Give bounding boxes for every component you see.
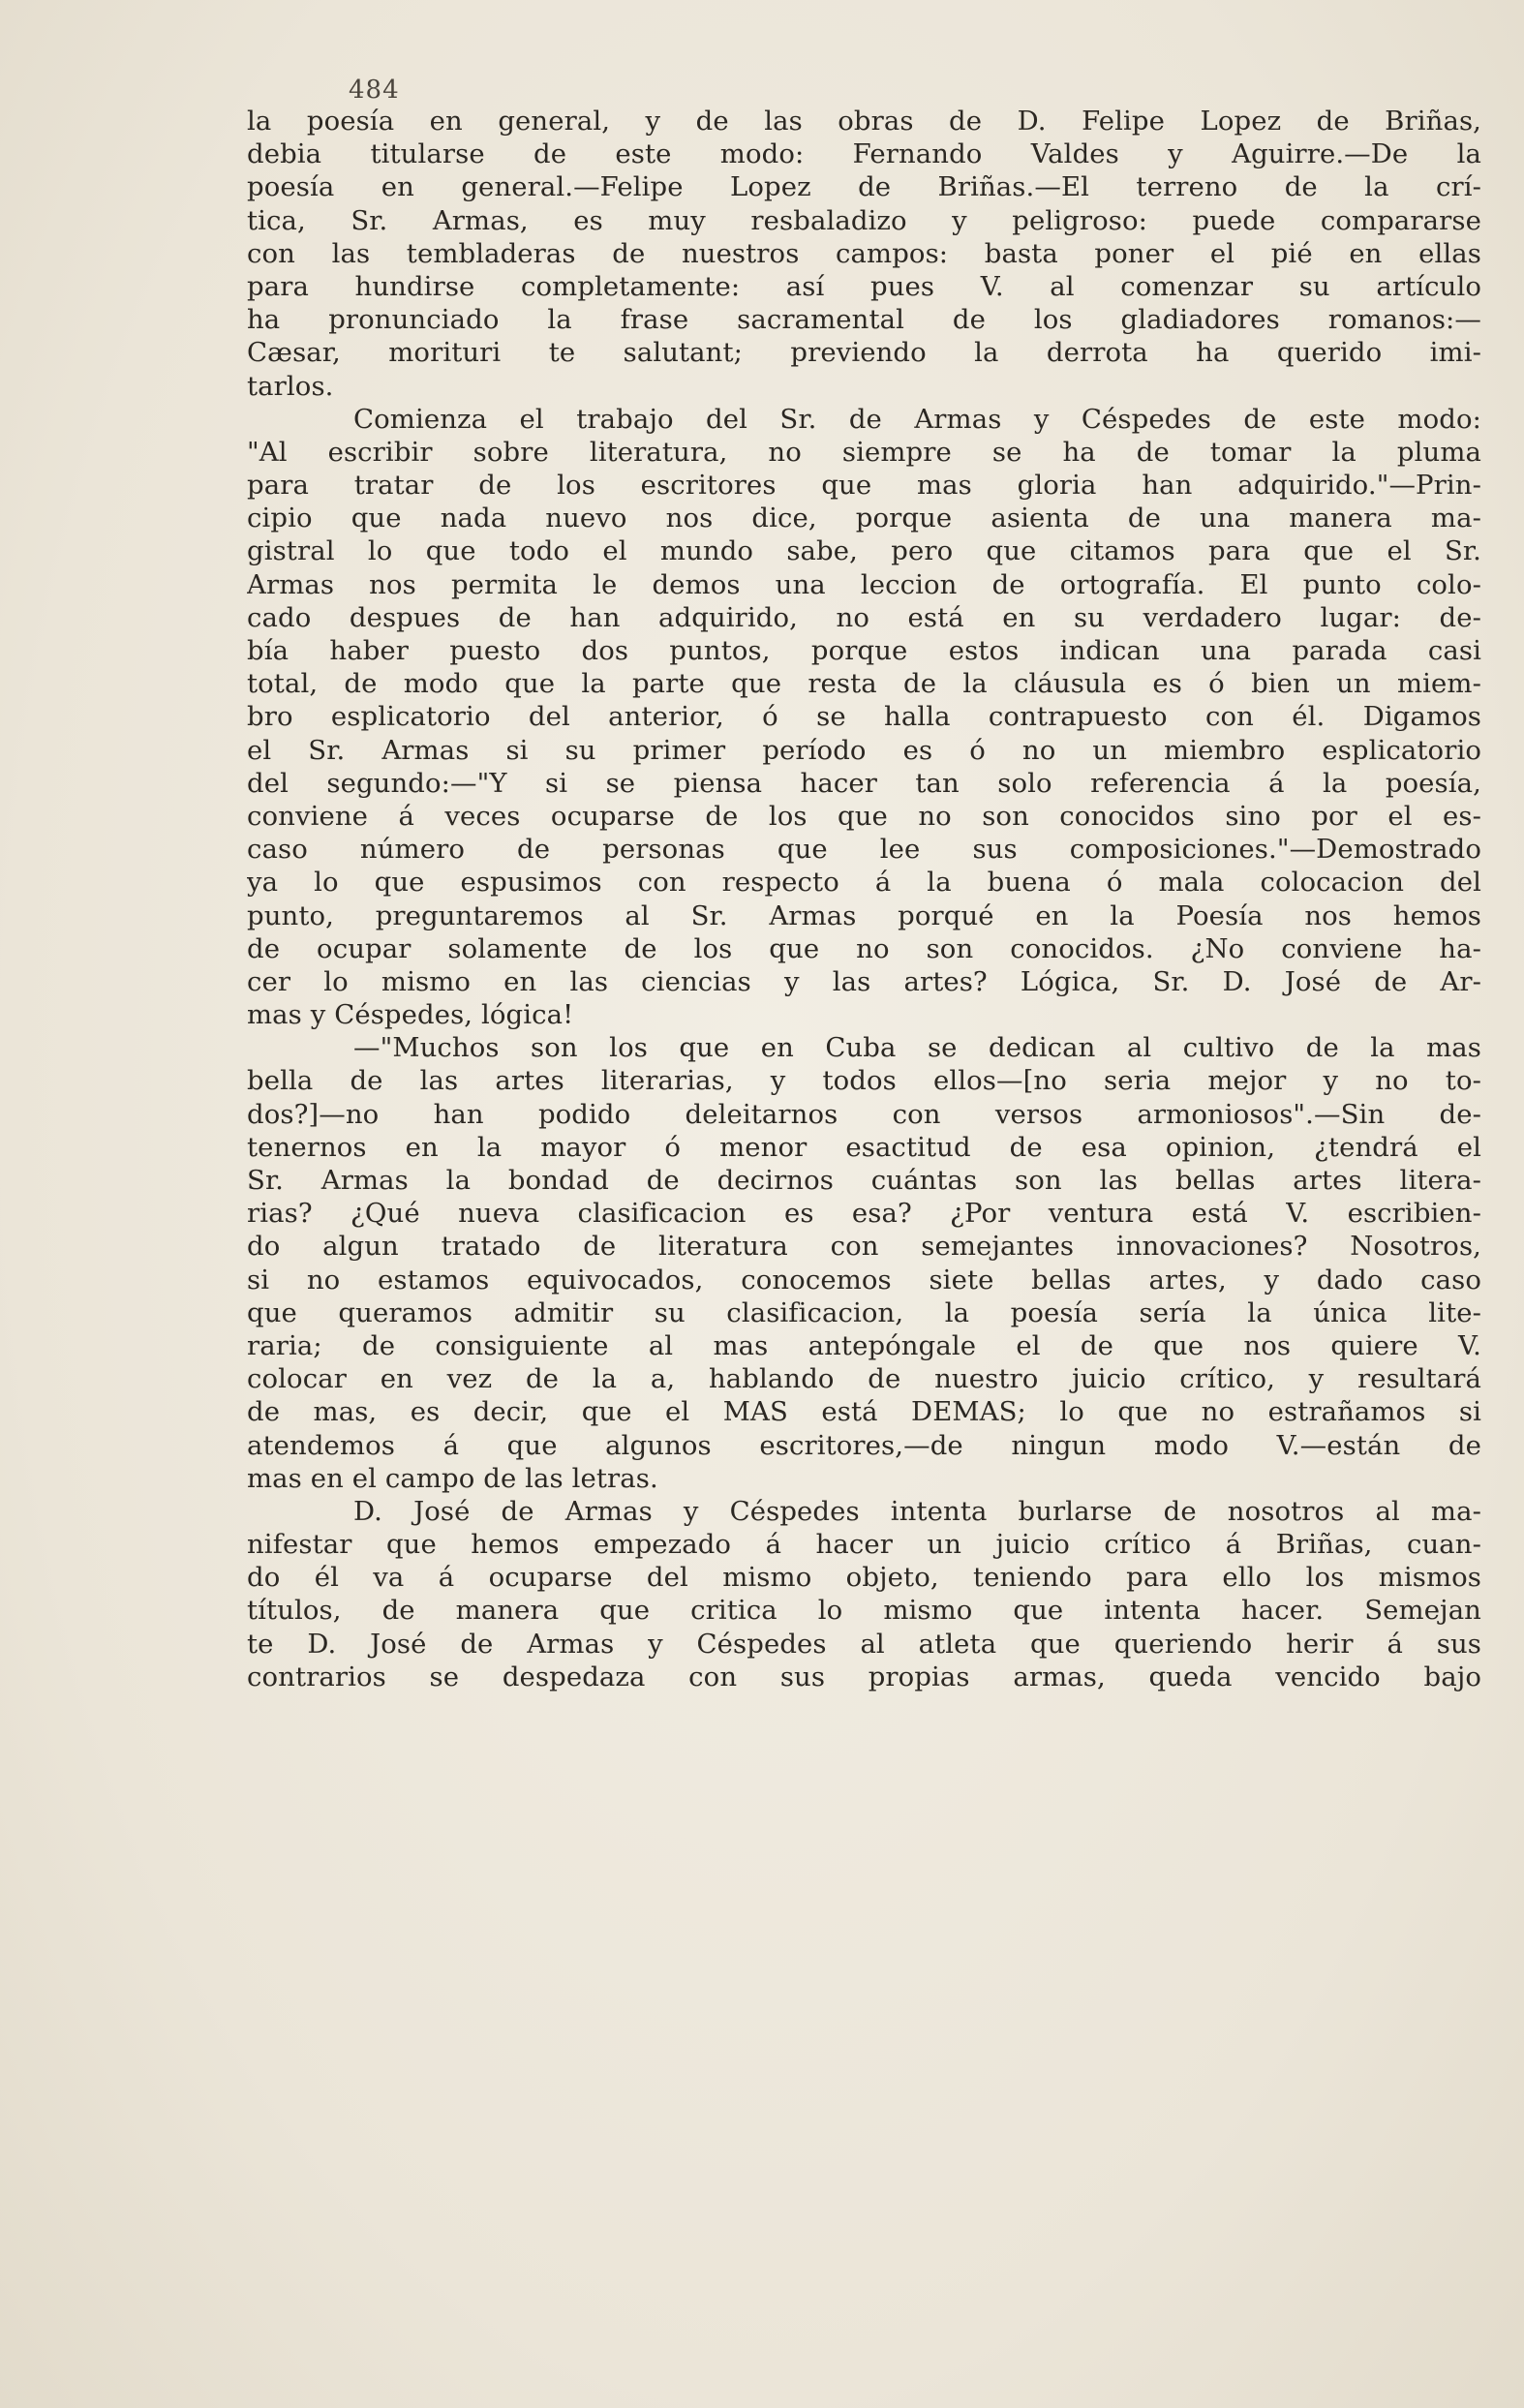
- page-number: 484: [349, 76, 400, 105]
- text-line: punto, preguntaremos al Sr. Armas porqué en la Poesía nos hemos: [247, 899, 1481, 931]
- text-line: con las tembladeras de nuestros campos: basta poner el pié en ellas: [247, 237, 1481, 269]
- text-line: dos?]—no han podido deleitarnos con versos armoniosos".—Sin de-: [247, 1098, 1481, 1130]
- text-line: la poesía en general, y de las obras de D. Felipe Lopez de Briñas,: [247, 106, 1481, 137]
- text-line: que queramos admitir su clasificacion, la poesía sería la única lite-: [247, 1296, 1481, 1328]
- text-line: mas y Céspedes, lógica!: [247, 999, 574, 1031]
- text-line: de ocupar solamente de los que no son conocidos. ¿No conviene ha-: [247, 932, 1481, 964]
- text-line: cipio que nada nuevo nos dice, porque asienta de una manera ma-: [247, 503, 1481, 534]
- text-line: nifestar que hemos empezado á hacer un juicio crítico á Briñas, cuan-: [247, 1529, 1481, 1561]
- text-line: mas en el campo de las letras.: [247, 1462, 658, 1494]
- text-line: el Sr. Armas si su primer período es ó no un miembro esplicatorio: [247, 734, 1481, 766]
- text-line: D. José de Armas y Céspedes intenta burlarse de nosotros al ma-: [353, 1495, 1481, 1527]
- text-line: "Al escribir sobre literatura, no siempre se ha de tomar la pluma: [247, 436, 1481, 468]
- text-line: —"Muchos son los que en Cuba se dedican al cultivo de la mas: [353, 1032, 1481, 1064]
- text-line: bro esplicatorio del anterior, ó se halla contrapuesto con él. Digamos: [247, 701, 1481, 733]
- text-line: ya lo que espusimos con respecto á la buena ó mala colocacion del: [247, 867, 1481, 899]
- text-line: contrarios se despedaza con sus propias armas, queda vencido bajo: [247, 1661, 1481, 1692]
- text-line: si no estamos equivocados, conocemos siete bellas artes, y dado caso: [247, 1264, 1481, 1295]
- text-line: para hundirse completamente: así pues V. al comenzar su artículo: [247, 270, 1481, 302]
- text-line: Armas nos permita le demos una leccion de ortografía. El punto colo-: [247, 568, 1481, 600]
- text-line: raria; de consiguiente al mas antepóngale el de que nos quiere V.: [247, 1329, 1481, 1361]
- body-text: [247, 105, 1481, 1693]
- paragraph: [247, 105, 1481, 403]
- text-line: ha pronunciado la frase sacramental de los gladiadores romanos:—: [247, 304, 1481, 336]
- text-line: te D. José de Armas y Céspedes al atleta que queriendo herir á sus: [247, 1628, 1481, 1660]
- paragraph: [247, 1495, 1481, 1693]
- text-line: do algun tratado de literatura con semejantes innovaciones? Nosotros,: [247, 1231, 1481, 1263]
- text-line: colocar en vez de la a, hablando de nuestro juicio crítico, y resultará: [247, 1363, 1481, 1395]
- text-line: atendemos á que algunos escritores,—de ningun modo V.—están de: [247, 1429, 1481, 1461]
- text-line: total, de modo que la parte que resta de la cláusula es ó bien un miem-: [247, 668, 1481, 700]
- text-line: conviene á veces ocuparse de los que no son conocidos sino por el es-: [247, 800, 1481, 832]
- text-line: bía haber puesto dos puntos, porque estos indican una parada casi: [247, 635, 1481, 666]
- text-line: caso número de personas que lee sus composiciones."—Demostrado: [247, 834, 1481, 866]
- text-line: do él va á ocuparse del mismo objeto, teniendo para ello los mismos: [247, 1562, 1481, 1594]
- paragraph: [247, 1031, 1481, 1495]
- text-line: tarlos.: [247, 370, 334, 402]
- text-line: Comienza el trabajo del Sr. de Armas y Céspedes de este modo:: [353, 403, 1481, 435]
- text-line: poesía en general.—Felipe Lopez de Briñas.—El terreno de la crí-: [247, 171, 1481, 203]
- text-line: gistral lo que todo el mundo sabe, pero que citamos para que el Sr.: [247, 535, 1481, 567]
- text-line: Sr. Armas la bondad de decirnos cuántas son las bellas artes litera-: [247, 1165, 1481, 1196]
- text-line: del segundo:—"Y si se piensa hacer tan solo referencia á la poesía,: [247, 767, 1481, 799]
- text-line: títulos, de manera que critica lo mismo que intenta hacer. Semejan: [247, 1595, 1481, 1627]
- text-line: debia titularse de este modo: Fernando Valdes y Aguirre.—De la: [247, 138, 1481, 170]
- text-line: tica, Sr. Armas, es muy resbaladizo y peligroso: puede compararse: [247, 204, 1481, 236]
- paragraph: [247, 403, 1481, 1032]
- text-line: cado despues de han adquirido, no está en su verdadero lugar: de-: [247, 601, 1481, 633]
- text-line: cer lo mismo en las ciencias y las artes? Lógica, Sr. D. José de Ar-: [247, 965, 1481, 997]
- text-line: Cæsar, morituri te salutant; previendo la derrota ha querido imi-: [247, 337, 1481, 369]
- text-line: de mas, es decir, que el MAS está DEMAS; lo que no estrañamos si: [247, 1396, 1481, 1428]
- text-line: para tratar de los escritores que mas gloria han adquirido."—Prin-: [247, 470, 1481, 502]
- text-line: tenernos en la mayor ó menor esactitud de esa opinion, ¿tendrá el: [247, 1131, 1481, 1163]
- text-line: rias? ¿Qué nueva clasificacion es esa? ¿Por ventura está V. escribien-: [247, 1198, 1481, 1230]
- text-line: bella de las artes literarias, y todos ellos—[no seria mejor y no to-: [247, 1065, 1481, 1097]
